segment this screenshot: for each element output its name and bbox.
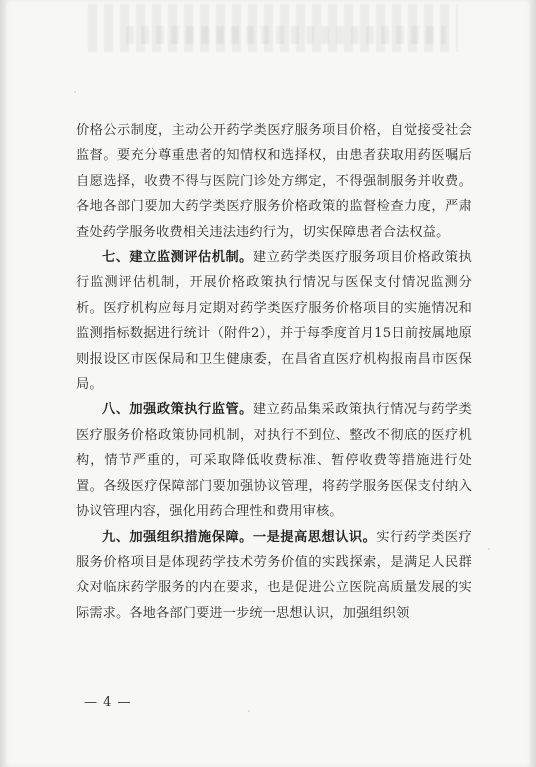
- section-monitoring-evaluation: [76, 245, 472, 397]
- paragraph-text: 价格公示制度，主动公开药学类医疗服务项目价格，自觉接受社会监督。要充分尊重患者的知情权和选择权，由患者获取用药医嘱后自愿选择，收费不得与医院门诊处方绑定，不得强制服务并收费。各地各部门要加大药学类医疗服务价格政策的监督检查力度，严肃查处药学服务收费相关违法违约行为，切实保障患者合法权益。: [76, 123, 472, 240]
- page-number: — 4 —: [84, 695, 132, 710]
- section-heading: 八、加强政策执行监管。: [102, 402, 253, 418]
- section-heading: 九、加强组织措施保障。: [102, 529, 253, 545]
- show-through-text-secondary: [126, 26, 446, 44]
- section-heading: 七、建立监测评估机制。: [102, 250, 253, 266]
- section-organizational-guarantee: [76, 525, 472, 627]
- paragraph-text: 建立药学类医疗服务项目价格政策执行监测评估机制，开展价格政策执行情况与医保支付情况监测分析。医疗机构应每月定期对药学类医疗服务价格项目的实施情况和监测指标数据进行统计（附件2），并于每季度首月15日前按属地原则报设区市医保局和卫生健康委，在昌省直医疗机构报南昌市医保局。: [76, 250, 472, 393]
- paragraph-text: 建立药品集采政策执行情况与药学类医疗服务价格政策协同机制，对执行不到位、整改不彻底的医疗机构，情节严重的，可采取降低收费标准、暂停收费等措施进行处置。各级医疗保障部门要加强协议管理，将药学服务医保支付纳入协议管理内容，强化用药合理性和费用审核。: [76, 402, 472, 520]
- paragraph-continuation: [76, 118, 472, 245]
- paragraph-text: 实行药学类医疗服务价格项目是体现药学技术劳务价值的实践探索，是满足人民群众对临床药学服务的内在要求，也是促进公立医院高质量发展的实际需求。各地各部门要进一步统一思想认识，加强组织领: [76, 529, 472, 621]
- section-policy-supervision: [76, 397, 472, 524]
- document-body: [76, 118, 472, 626]
- scan-speck: [74, 91, 76, 93]
- scan-speck: [248, 710, 250, 712]
- scan-speck: [488, 548, 490, 550]
- section-subheading: 一是提高思想认识。: [252, 529, 377, 545]
